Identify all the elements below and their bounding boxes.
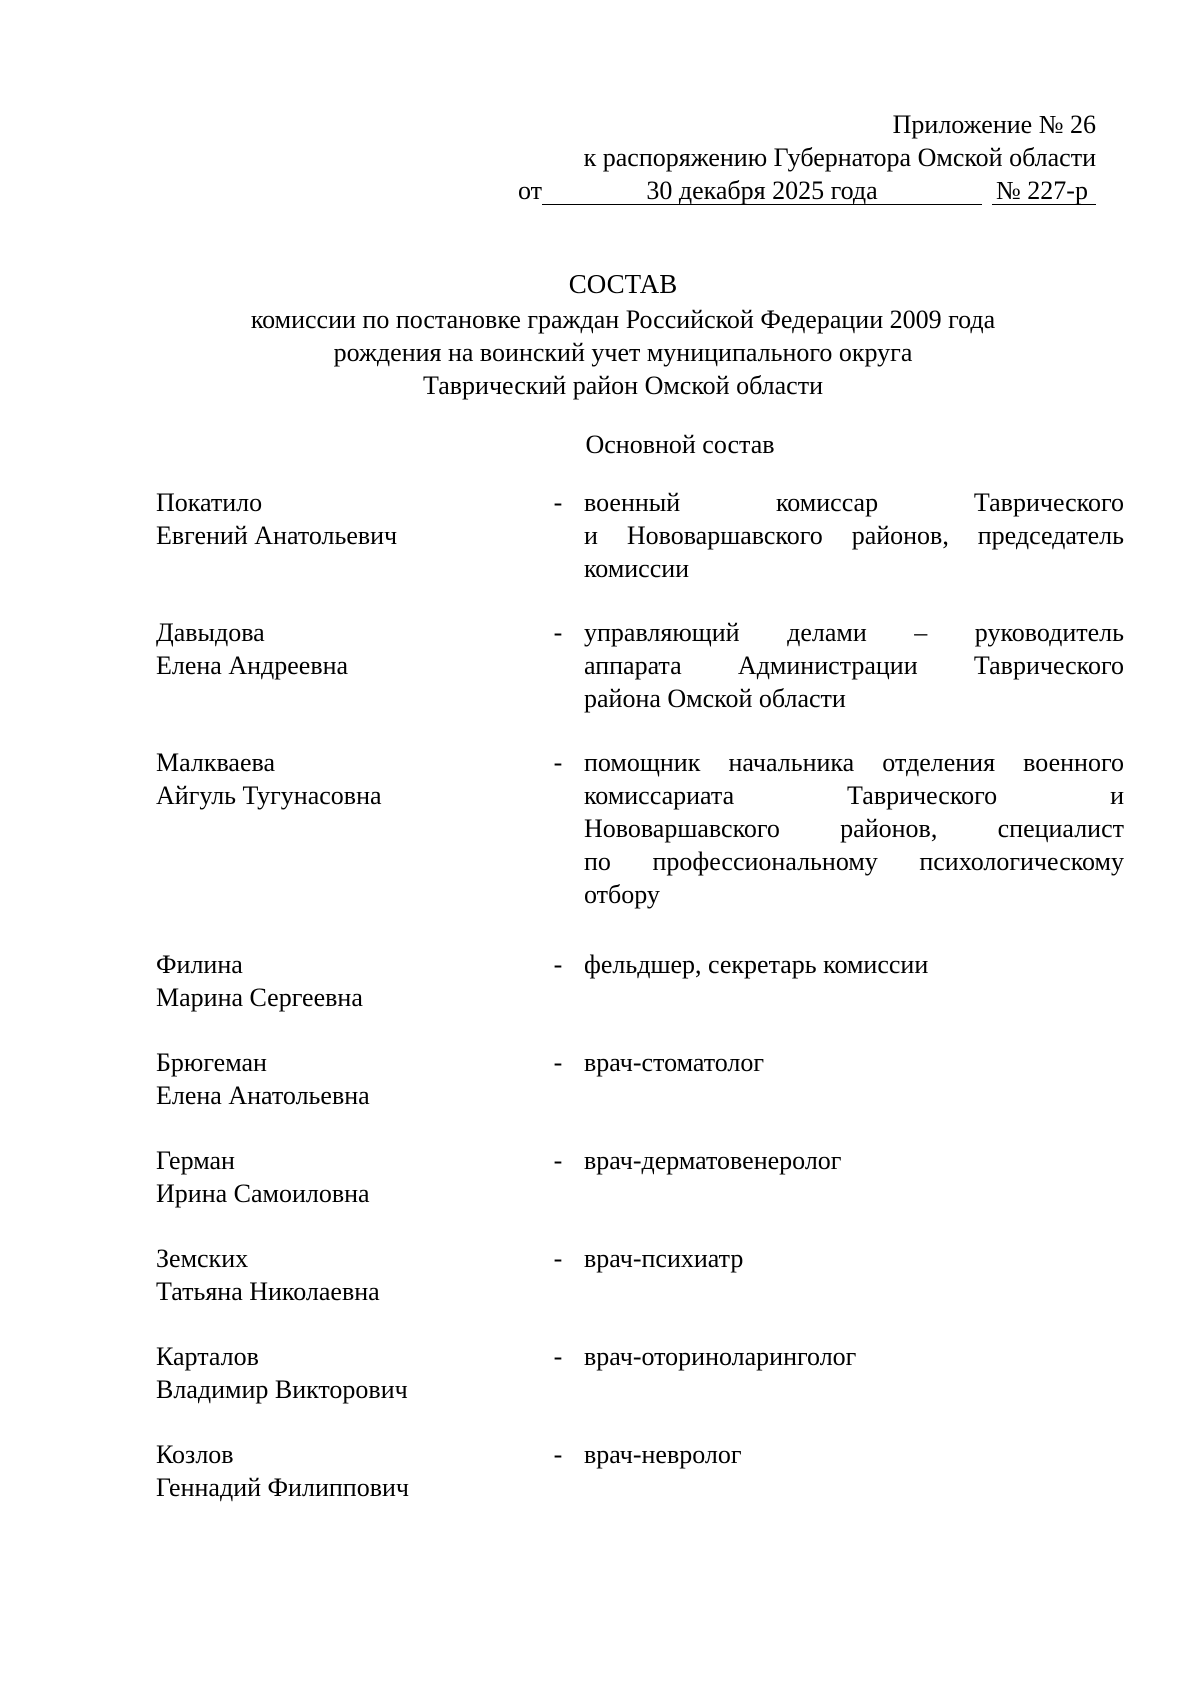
- order-number: № 227-р: [992, 178, 1096, 205]
- member-surname: Козлов: [156, 1440, 234, 1469]
- dash-separator: -: [553, 950, 563, 979]
- title-heading: СОСТАВ: [568, 269, 678, 299]
- role-line: врач-психиатр: [584, 1244, 744, 1273]
- member-name: [156, 1242, 536, 1308]
- member-surname: Филина: [156, 950, 243, 979]
- title-line: комиссии по постановке граждан Российской Федерации 2009 года: [250, 305, 996, 334]
- member-name: [156, 1144, 536, 1210]
- role-line: по профессиональному психологическому: [584, 847, 1124, 876]
- member-given-names: Марина Сергеевна: [156, 983, 363, 1012]
- member-role: [584, 948, 1124, 981]
- member-name: [156, 486, 536, 552]
- role-line: района Омской области: [584, 684, 846, 713]
- role-line: аппарата Администрации Таврического: [584, 651, 1124, 680]
- appendix-header: [476, 108, 1096, 207]
- member-given-names: Владимир Викторович: [156, 1375, 408, 1404]
- member-surname: Карталов: [156, 1342, 259, 1371]
- member-name: [156, 1046, 536, 1112]
- title-line: Таврический район Омской области: [422, 371, 823, 400]
- role-line: комиссии: [584, 554, 690, 583]
- member-role: [584, 1242, 1124, 1275]
- member-name: [156, 1438, 536, 1504]
- member-given-names: Елена Анатольевна: [156, 1081, 370, 1110]
- member-given-names: Елена Андреевна: [156, 651, 349, 680]
- section-heading: Основной состав: [585, 430, 775, 459]
- member-role: [584, 746, 1124, 911]
- member-role: [584, 1046, 1124, 1079]
- order-date: 30 декабря 2025 года: [542, 178, 982, 205]
- dash-separator: -: [553, 748, 563, 777]
- member-name: [156, 616, 536, 682]
- appendix-date-line: [476, 174, 1096, 207]
- member-role: [584, 1144, 1124, 1177]
- document-title: [150, 268, 1096, 402]
- role-line: военный комиссар Таврического: [584, 488, 1124, 517]
- member-role: [584, 616, 1124, 715]
- member-given-names: Геннадий Филиппович: [156, 1473, 409, 1502]
- dash-separator: -: [553, 1244, 563, 1273]
- title-line: рождения на воинский учет муниципального округа: [333, 338, 913, 367]
- member-given-names: Евгений Анатольевич: [156, 521, 398, 550]
- member-surname: Давыдова: [156, 618, 265, 647]
- role-line: комиссариата Таврического и: [584, 781, 1124, 810]
- appendix-number: Приложение № 26: [892, 110, 1096, 139]
- role-line: врач-оториноларинголог: [584, 1342, 857, 1371]
- role-line: отбору: [584, 880, 660, 909]
- member-surname: Брюгеман: [156, 1048, 267, 1077]
- role-line: врач-дерматовенеролог: [584, 1146, 842, 1175]
- dash-separator: -: [553, 1342, 563, 1371]
- role-line: помощник начальника отделения военного: [584, 748, 1124, 777]
- role-line: и Нововаршавского районов, председатель: [584, 521, 1124, 550]
- member-role: [584, 486, 1124, 585]
- role-line: управляющий делами – руководитель: [584, 618, 1124, 647]
- dash-separator: -: [553, 488, 563, 517]
- member-role: [584, 1340, 1124, 1373]
- member-name: [156, 948, 536, 1014]
- member-surname: Земских: [156, 1244, 249, 1273]
- dash-separator: -: [553, 1440, 563, 1469]
- date-prefix: от: [517, 176, 542, 205]
- role-line: врач-стоматолог: [584, 1048, 765, 1077]
- dash-separator: -: [553, 618, 563, 647]
- dash-separator: -: [553, 1146, 563, 1175]
- dash-separator: -: [553, 1048, 563, 1077]
- role-line: врач-невролог: [584, 1440, 742, 1469]
- role-line: Нововаршавского районов, специалист: [584, 814, 1124, 843]
- member-surname: Покатило: [156, 488, 263, 517]
- member-given-names: Ирина Самоиловна: [156, 1179, 370, 1208]
- member-role: [584, 1438, 1124, 1471]
- appendix-reference: к распоряжению Губернатора Омской области: [583, 143, 1096, 172]
- role-line: фельдшер, секретарь комиссии: [584, 950, 929, 979]
- member-surname: Малкваева: [156, 748, 275, 777]
- member-given-names: Татьяна Николаевна: [156, 1277, 380, 1306]
- member-name: [156, 746, 536, 812]
- member-name: [156, 1340, 536, 1406]
- member-given-names: Айгуль Тугунасовна: [156, 781, 382, 810]
- member-surname: Герман: [156, 1146, 235, 1175]
